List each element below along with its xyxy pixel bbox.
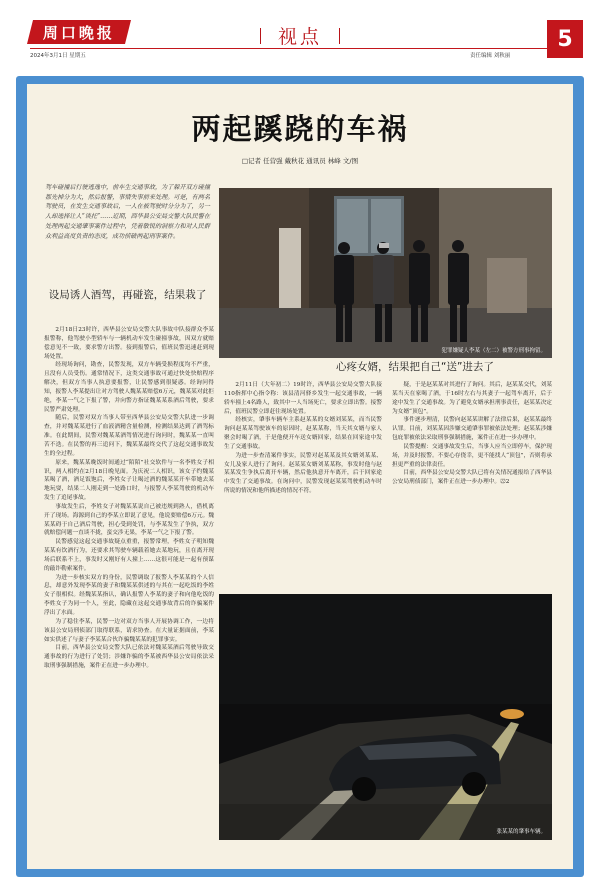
column-second-case-b [392, 381, 552, 585]
paragraph: 2月18日23时许，西华县公安局交警大队事故中队接群众李某报警称，他驾驶小型轿车与一辆机动车发生碰撞事故，因双方就赔偿意见不一致，要求警方出警。接到报警后，值班民警迅速赶到现场处置。 [44, 327, 214, 360]
paragraph: 2月11日（大年初二）19时许，西华县公安局交警大队接110指挥中心指令称：该县清河驿乡发生一起交通事故，一辆轿车撞上4名路人，致其中一人当场死亡，要求立即出警。接警后，值班民警立即赶往现场处置。 [224, 382, 382, 415]
paragraph: 为了稳住李某，民警一边对双方当事人开展协调工作，一边将该县公安局刑侦部门取得联系，请求协查。在大量证据面前，李某如实供述了与妻子李某某合伙诈骗魏某某的犯罪事实。 [44, 618, 214, 643]
section-title: 视点 [250, 22, 350, 49]
paragraph: 目前，西华县公安局交警大队已依法对魏某某酒后驾驶导致交通事故的行为进行了处罚；涉嫌诈骗的李某被西华县公安局依法采取刑事强制措施，案件正在进一步办理中。 [44, 645, 214, 670]
photo1-caption: 犯罪嫌疑人李某（左二）被警方刑事拘留。 [441, 348, 546, 354]
paragraph: 原来，魏某某晚饭时间通过“陌陌”社交软件与一名李姓女子相识，两人相约在2月18日晚见面。为庆祝二人相识，该女子约魏某某喝了酒，酒足饭饱后，李姓女子让喝过酒的魏某某开车带她去某地玩耍，结果二人刚走到一处路口时，与报警人李某驾驶的机动车发生了追尾事故。 [44, 459, 214, 502]
column-second-case-a [224, 381, 382, 585]
photo-car-graphic [219, 594, 552, 840]
editor-credit: 责任编辑 刘秋丽 [470, 53, 511, 59]
paragraph: 经核实，肇事车辆车主系赵某某的女婿刘某某，而当民警询问赵某某驾驶该车的原因时，赵某某称，当天其女婿与家人聚会时喝了酒，于是他便开车送女婿回家，结果在回家途中发生了交通事故。 [224, 417, 382, 450]
photo-officers-graphic [219, 188, 552, 358]
paragraph: 随后，民警对双方当事人带至西华县公安局交警大队进一步调查，并对魏某某进行了血液酒精含量检测，检测结果达到了酒驾标准。在此期间，民警对魏某某酒驾情况进行询问时，魏某某一直叫苦不迭。在民警的再三追问下，魏某某最终交代了这起交通事故发生的全过程。 [44, 415, 214, 457]
logo-text: 周口晚报 [42, 23, 115, 42]
masthead [0, 0, 600, 66]
issue-date: 2024年3月1日 星期五 [30, 53, 86, 59]
column-first-case [44, 326, 214, 848]
paragraph: 疑，于是赵某某对其进行了询问。其后，赵某某交代，刘某某当天在家喝了酒，于16时左右与其妻子一起驾车离开，后于途中发生了交通事故。为了避免女婿承担刑事责任，赵某某决定为女婿“顶包”。 [392, 382, 552, 415]
page-number: 5 [547, 20, 583, 58]
subhead-second-case: 心疼女婿，结果把自己“送”进去了 [336, 361, 494, 373]
lead-paragraph: 驾车碰撞后行驶逃逸中，前车生交通事故，为了躲开双方碰撞都先掉分为大，然后报警，事情失事前来处理。可是，有两名驾驶员，在发生交通事故后，一人在被驾驶时分分为了，另一人却选择让人“谈托”……近期，西华县公安局交警大队民警在处理两起交通肇事案件过程中，凭着敏锐的洞察力和对人民群众利益高度负责的态度，成功侦破两起刑事案件。 [45, 184, 210, 240]
paragraph: 民警感觉这起交通事故疑点重重，报警常理，李姓女子明知魏某某有饮酒行为，还要求其驾驶车辆载着她去某地玩，且在离开现场后联系不上，事发时又刚好有人撞上……这很可能是一起有预谋的敲诈勒索案件。 [44, 539, 214, 572]
paragraph: 为进一步查清案件事实，民警对赵某某及其女婿刘某某、女儿及家人进行了询问。赵某某女婿刘某某称，事发时他与赵某某发生争执后离开车辆，然后他执意开车离开，后于回家途中发生了交通事故。在询问中，民警发现赵某某驾驶机动车时所说的情况和他所描述的情况不符。 [224, 452, 382, 495]
newspaper-logo[interactable] [27, 20, 131, 44]
photo-accident-car [219, 594, 552, 840]
paragraph: 民警提醒：交通事故发生后，当事人应当立即停车，保护现场，并及时报警。不要心存侥幸，更不能找人“顶包”，否则将承担更严重的法律责任。 [392, 443, 552, 468]
paragraph: 为进一步核实双方的身份，民警调取了报警人李某某的个人信息，却意外发现李某的妻子和魏某某供述的与其在一起吃饭的李姓女子很相似。经魏某某指认，确认报警人李某的妻子和向他吃饭的李姓女子为同一个人，至此，隐藏在这起交通事故背后的诈骗案件浮出了水面。 [44, 574, 214, 616]
paragraph: 事故发生后，李姓女子对魏某某说自己被违规到熟人，借机离开了现场。海源到自己的李某立即说了意见，他说要赔偿6万元。魏某某碍于自己酒后驾驶，担心受到处罚，与李某发生了争执，双方就赔偿问题一直谈不拢，蛮交涉无果，李某一气之下报了警。 [44, 503, 214, 537]
photo-officers-suspect [219, 188, 552, 358]
article-title: 两起蹊跷的车祸 [191, 112, 409, 146]
paragraph: 目前，西华县公安局交警大队已将有关情况通报给了西华县公安局刑侦部门，案件正在进一步办理中。㉒2 [392, 470, 552, 486]
paragraph: 经现场询问，勘查，民警发现，双方车辆受损程度均不严重，且没有人员受伤。通常情况下，这类交通事故可通过快处快赔程序解决，但双方当事人执意要报警，让民警感到很疑惑。经询问得知，报警人李某提出让对方驾驶人魏某某赔偿6万元，魏某某对此拒绝，李某一气之下报了警，并向警方指证魏某某系酒后驾驶，要求民警严肃处理。 [44, 362, 214, 413]
paragraph: 事件逐步理清，民警向赵某某讲解了法律后果，赵某某最终认罪。目前，刘某某因涉嫌交通肇事罪被依法处理；赵某某涉嫌包庇罪被依法采取刑事强制措施，案件正在进一步办理中。 [392, 417, 552, 442]
subhead-first-case: 设局诱人酒驾，再碰瓷，结果栽了 [48, 289, 207, 301]
photo2-caption: 张某某的肇事车辆。 [496, 829, 546, 835]
byline: □记者 任营强 戴秋花 通讯员 林峰 文/图 [241, 157, 359, 165]
